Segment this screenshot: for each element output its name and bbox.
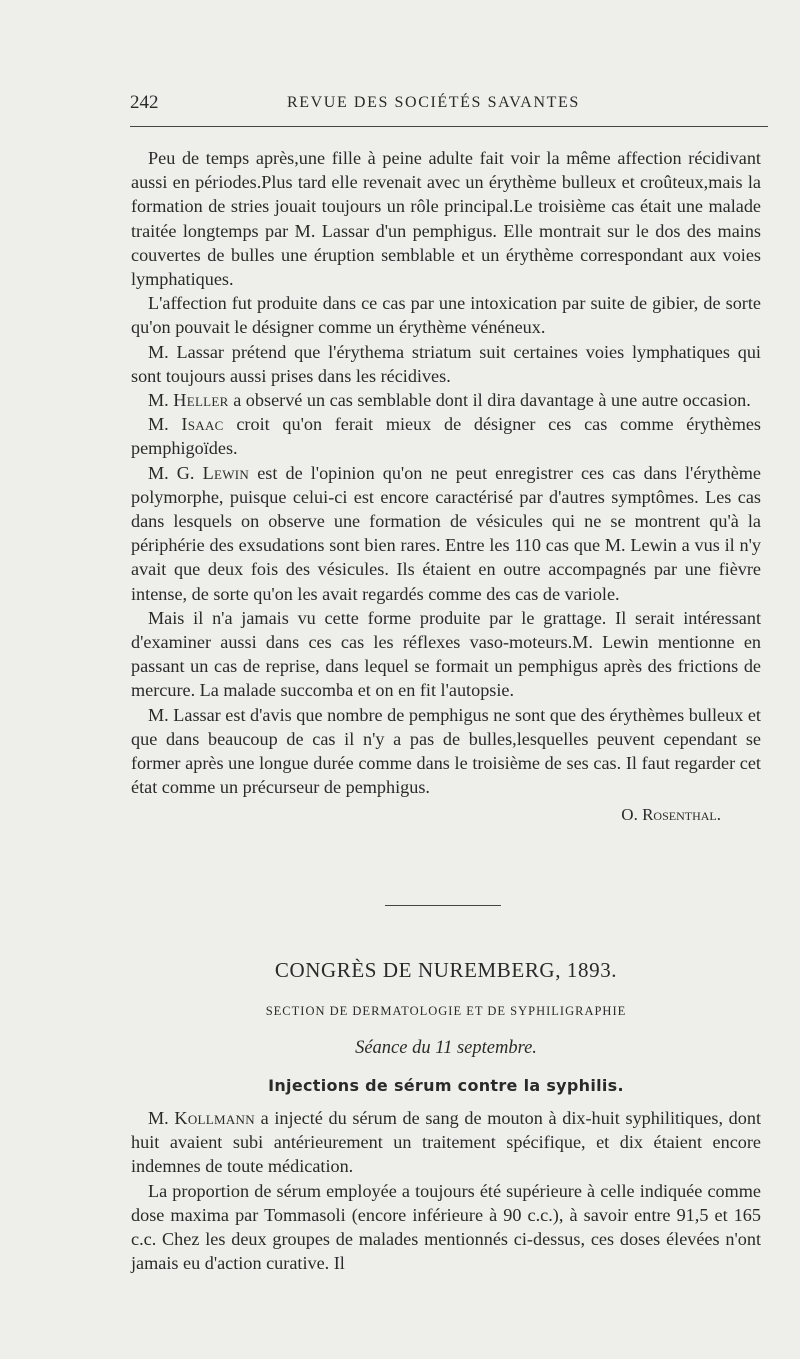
article-heading: Injections de sérum contre la syphilis. [268,1076,624,1095]
paragraph: La proportion de sérum employée a toujours été supérieure à celle indiquée comme dose maxima par Tommasoli (encore inférieure à 90 c.c.), à savoir entre 91,5 et 165 c.c. Chez les deux groupes de malades mentionnés ci-dessus, ces doses élevées n'ont jamais eu d'action curative. Il [131,1180,761,1274]
paragraph: M. Lassar prétend que l'érythema striatum suit certaines voies lymphatiques qui sont toujours aussi prises dans les récidives. [131,341,761,386]
speaker-prefix: M. [148,414,169,435]
speaker-name: Isaac [181,414,224,435]
paragraph: L'affection fut produite dans ce cas par une intoxication par suite de gibier, de sorte qu'on pouvait le désigner comme un érythème vénéneux. [131,293,761,338]
header-rule [130,126,768,127]
paragraph [131,412,761,460]
speaker-prefix: M. [148,1108,169,1128]
running-head [130,92,770,116]
section-separator [385,905,501,906]
congress-title: CONGRÈS DE NUREMBERG, 1893. [274,958,618,982]
paragraph: Mais il n'a jamais vu cette forme produite par le grattage. Il serait intéressant d'examiner aussi dans ces cas les réflexes vaso-moteurs.M. Lewin mentionne en passant un cas de reprise, dans lequel se formait un pemphigus après des frictions de mercure. La malade succomba et on en fit l'autopsie. [131,607,761,701]
speaker-name: Kollmann [174,1108,255,1128]
author-signature: O. Rosenthal. [621,805,721,825]
discussion-text [131,146,761,828]
speaker-prefix: M. [148,390,169,411]
paragraph [131,1106,761,1179]
section-title: SECTION DE DERMATOLOGIE ET DE SYPHILIGRAPHIE [265,1004,627,1018]
seance-date: Séance du 11 septembre. [355,1038,537,1058]
paragraph [131,388,761,412]
journal-title: REVUE DES SOCIÉTÉS SAVANTES [287,94,580,111]
paragraph-text: a observé un cas semblable dont il dira davantage à une autre occasion. [233,390,751,411]
speaker-name: Heller [173,390,229,411]
paragraph: Peu de temps après,une fille à peine adulte fait voir la même affection récidivant aussi en périodes.Plus tard elle revenait avec un érythème bulleux et croûteux,mais la formation de stries jouait toujours un rôle principal.Le troisième cas était une malade traitée longtemps par M. Lassar d'un pemphigus. Elle montrait sur le dos des mains couvertes de bulles une éruption semblable et un érythème correspondant aux voies lymphatiques. [131,148,761,290]
paragraph: M. Lassar est d'avis que nombre de pemphigus ne sont que des érythèmes bulleux et que dans beaucoup de cas il n'y a pas de bulles,lesquelles peuvent cependant se former après une longue durée comme dans le troisième de ses cas. Il faut regarder cet état comme un précurseur de pemphigus. [131,704,761,798]
speaker-prefix: M. G. [148,462,195,483]
paragraph-text: a injecté du sérum de sang de mouton à dix-huit syphilitiques, dont huit avaient subi antérieurement un traitement spécifique, et dix étaient encore indemnes de toute médication. [131,1108,762,1177]
article-text [131,1106,761,1275]
paragraph [131,461,761,606]
paragraph-text: est de l'opinion qu'on ne peut enregistrer ces cas dans l'érythème polymorphe, puisque celui-ci est encore caractérisé par d'autres symptômes. Les cas dans lesquels on observe une formation de vésicules qui ne se montrent qu'à la périphérie des exsudations sont bien rares. Entre les 110 cas que M. Lewin a vus il n'y avait que deux fois des vésicules. Ils étaient en outre accompagnés par une fièvre intense, de sorte qu'on les avait regardés comme des cas de variole. [131,462,761,604]
paragraph-text: croit qu'on ferait mieux de désigner ces cas comme érythèmes pemphigoïdes. [131,414,761,459]
page-number: 242 [130,92,159,113]
speaker-name: Lewin [202,462,250,483]
